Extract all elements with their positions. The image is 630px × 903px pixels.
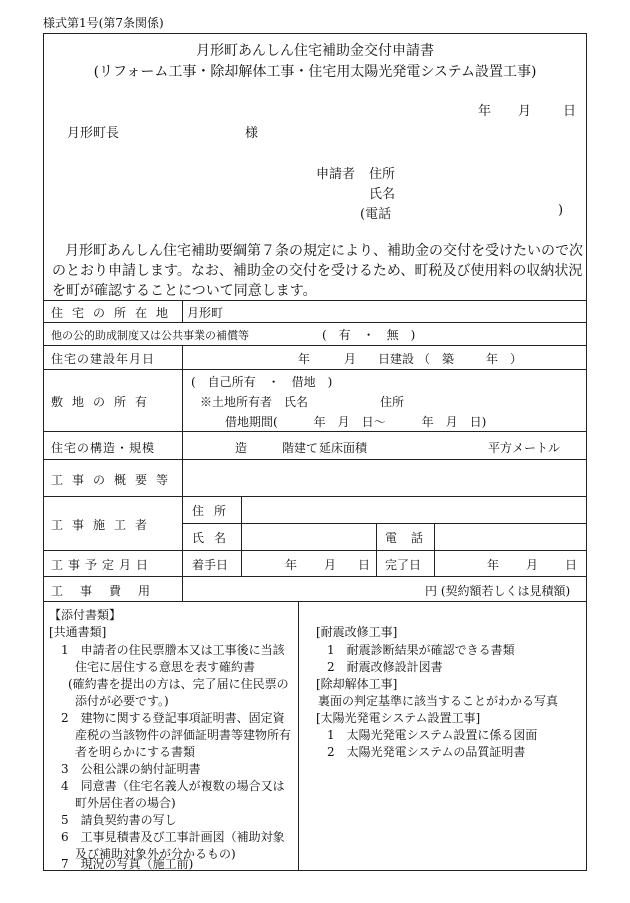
schedule-end-day: 日 (565, 558, 578, 572)
common-doc-line: 町外居住者の場合) (75, 796, 176, 810)
schedule-start-day: 日 (358, 558, 371, 572)
schedule-end-month: 月 (526, 558, 539, 572)
contractor-label: 工事施工者 (51, 518, 157, 532)
column-divider (298, 601, 299, 871)
recipient-honorific: 様 (245, 126, 259, 141)
location-label: 住宅の所在地 (51, 306, 178, 320)
row-divider (43, 550, 587, 551)
recipient-name: 月形町長 (67, 126, 120, 141)
row-divider (43, 576, 587, 577)
build-day: 日建設 (378, 352, 415, 366)
demolition-doc-line: 裏面の判定基準に該当することがわかる写真 (318, 694, 559, 708)
table-top-border (43, 300, 587, 301)
structure-unit: 平方メートル (488, 441, 561, 455)
common-doc-line: 者を明らかにする書類 (75, 745, 196, 759)
body-text-line-1: 月形町あんしん住宅補助要綱第７条の規定により、補助金の交付を受けたいので次 (65, 243, 583, 259)
public-aid-options: ( 有 ・ 無 ) (322, 328, 416, 342)
body-text-line-2: のとおり申請します。なお、補助金の交付を受けるため、町税及び使用料の収納状況 (52, 263, 583, 279)
common-doc-line: 2 建物に関する登記事項証明書、固定資 (61, 711, 285, 725)
row-divider (43, 345, 587, 346)
structure-floors: 階建て (282, 441, 319, 455)
location-value: 月形町 (187, 306, 224, 320)
build-year: 年 (298, 352, 311, 366)
applicant-name-label: 氏名 (369, 187, 396, 202)
demolition-docs-heading: [除却解体工事] (316, 677, 398, 691)
common-doc-line: 添付が必要です。) (75, 694, 169, 708)
row-divider (43, 322, 587, 323)
applicant-address-label: 住所 (369, 167, 396, 182)
common-doc-line: 住宅に居住する意思を表す確約書 (75, 660, 256, 674)
row-divider (182, 523, 587, 524)
quake-docs-heading: [耐震改修工事] (316, 625, 398, 639)
date-month: 月 (518, 104, 532, 119)
column-divider (241, 496, 242, 576)
schedule-end-label: 完了日 (385, 558, 422, 572)
applicant-label: 申請者 (316, 167, 356, 182)
common-doc-line: 1 申請者の住民票謄本又は工事後に当該 (61, 643, 285, 657)
common-doc-line: 4 同意書（住宅名義人が複数の場合又は (61, 779, 285, 793)
schedule-start-label: 着手日 (192, 558, 229, 572)
common-docs-heading: [共通書類] (49, 625, 107, 639)
common-doc-line: 産税の当該物件の評価証明書等建物所有 (75, 728, 292, 742)
build-age-open: （ 築 (418, 352, 455, 366)
quake-doc-line: 2 耐震改修設計図書 (327, 660, 443, 674)
row-divider (43, 601, 587, 602)
schedule-start-month: 月 (324, 558, 337, 572)
land-owner-name-label: ※土地所有者 氏名 (200, 395, 309, 409)
common-doc-line: 6 工事見積書及び工事計画図（補助対象 (61, 830, 285, 844)
structure-label: 住宅の構造・規模 (51, 441, 156, 455)
applicant-phone-label: (電話 (360, 207, 392, 222)
solar-doc-line: 2 太陽光発電システムの品質証明書 (327, 745, 526, 759)
row-divider (43, 496, 587, 497)
public-aid-label: 他の公的助成制度又は公共事業の補償等 (51, 329, 249, 342)
structure-floor-area: 延床面積 (319, 441, 368, 455)
common-doc-line: 及び補助対象外が分かるもの) (75, 847, 236, 861)
common-doc-line: 5 請負契約書の写し (61, 813, 177, 827)
contractor-phone-label: 電話 (385, 531, 438, 545)
form-title: 月形町あんしん住宅補助金交付申請書 (196, 43, 434, 59)
attachments-heading: 【添付書類】 (49, 608, 122, 622)
overview-label: 工事の概要等 (51, 473, 178, 487)
build-date-label: 住宅の建設年月日 (51, 352, 156, 366)
row-divider (43, 369, 587, 370)
row-divider (43, 459, 587, 460)
schedule-label: 工事予定月日 (51, 558, 154, 572)
column-divider (376, 523, 377, 576)
row-divider (43, 431, 587, 432)
common-doc-line: 7 現況の写真（施工前) (61, 857, 194, 871)
schedule-end-year: 年 (487, 558, 500, 572)
contractor-address-label: 住所 (192, 504, 237, 518)
common-doc-line: (確約書を提出の方は、完了届に住民票の (68, 677, 289, 691)
quake-doc-line: 1 耐震診断結果が確認できる書類 (327, 643, 515, 657)
date-year: 年 (478, 104, 492, 119)
applicant-phone-close: ) (558, 203, 564, 218)
cost-note: 円 (契約額若しくは見積額) (425, 584, 571, 598)
land-owner-address-label: 住所 (380, 395, 405, 409)
build-month: 月 (344, 352, 357, 366)
cost-label: 工事費用 (51, 584, 168, 598)
build-age-close: 年 ） (486, 352, 523, 366)
common-doc-line: 3 公租公課の納付証明書 (61, 762, 201, 776)
solar-doc-line: 1 太陽光発電システム設置に係る図面 (327, 728, 538, 742)
schedule-start-year: 年 (285, 558, 298, 572)
land-options: ( 自己所有 ・ 借地 ) (191, 375, 333, 389)
date-day: 日 (563, 104, 577, 119)
land-label: 敷地の所有 (51, 395, 157, 409)
form-number-label: 様式第1号(第7条関係) (43, 16, 164, 30)
contractor-name-label: 氏名 (192, 531, 237, 545)
body-text-line-3: を町が確認することについて同意します。 (52, 283, 317, 299)
column-divider (182, 300, 183, 322)
structure-construction: 造 (235, 441, 248, 455)
land-lease-period: 借地期間( 年 月 日～ 年 月 日) (225, 415, 487, 429)
solar-docs-heading: [太陽光発電システム設置工事] (316, 711, 481, 725)
form-subtitle: (リフォーム工事・除却解体工事・住宅用太陽光発電システム設置工事) (93, 64, 537, 80)
column-divider (182, 345, 183, 601)
